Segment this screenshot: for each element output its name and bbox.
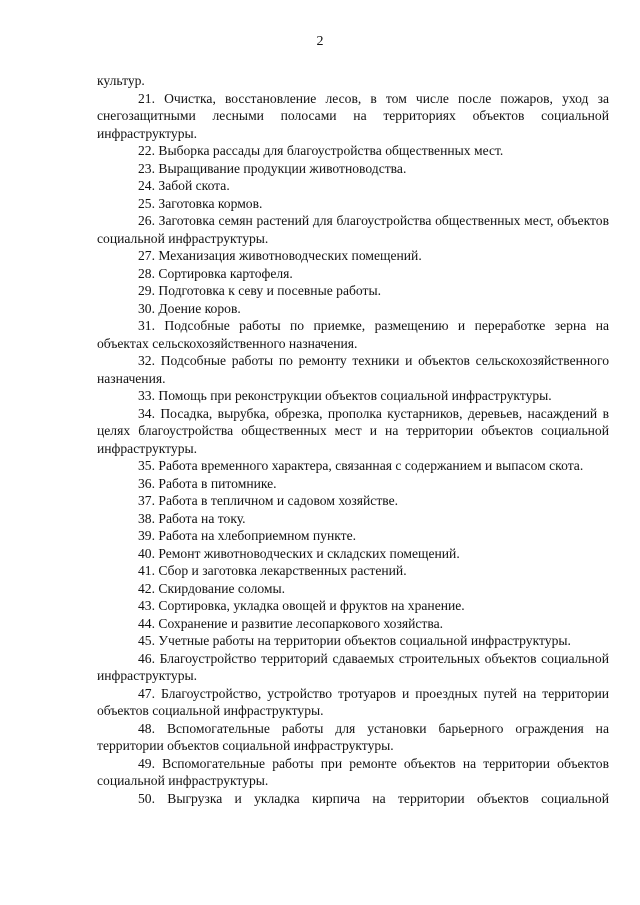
list-item: 43. Сортировка, укладка овощей и фруктов на хранение.: [138, 598, 465, 613]
list-item: 42. Скирдование соломы.: [138, 580, 286, 596]
list-items: [97, 90, 609, 808]
list-item: 29. Подготовка к севу и посевные работы.: [138, 283, 381, 298]
page-number: 2: [316, 34, 324, 49]
list-item: 25. Заготовка кормов.: [138, 195, 263, 211]
list-item: 33. Помощь при реконструкции объектов социальной инфраструктуры.: [138, 388, 552, 403]
list-item: 49. Вспомогательные работы при ремонте объектов на территории объектов социальной инфраструктуры.: [97, 755, 609, 788]
list-item: 35. Работа временного характера, связанная с содержанием и выпасом скота.: [138, 458, 584, 473]
list-item: 28. Сортировка картофеля.: [138, 265, 293, 281]
list-item: 27. Механизация животноводческих помещений.: [138, 248, 422, 263]
list-item: 39. Работа на хлебоприемном пункте.: [138, 528, 357, 543]
list-item: 48. Вспомогательные работы для установки барьерного ограждения на территории объектов социальной инфраструктуры.: [97, 720, 609, 753]
list-item: 32. Подсобные работы по ремонту техники и объектов сельскохозяйственного назначения.: [97, 353, 609, 386]
list-item: 23. Выращивание продукции животноводства.: [138, 160, 407, 176]
list-item: 44. Сохранение и развитие лесопаркового хозяйства.: [138, 615, 444, 631]
list-item: 24. Забой скота.: [138, 178, 230, 193]
list-item: 31. Подсобные работы по приемке, размещению и переработке зерна на объектах сельскохозяйственного назначения.: [97, 318, 609, 351]
list-item: 45. Учетные работы на территории объектов социальной инфраструктуры.: [138, 633, 571, 648]
list-item: 50. Выгрузка и укладка кирпича на территории объектов социальной: [138, 790, 609, 806]
list-item: 34. Посадка, вырубка, обрезка, прополка кустарников, деревьев, насаждений в целях благоустройства общественных мест и на территории объектов социальной инфраструктуры.: [97, 405, 609, 456]
list-item: 47. Благоустройство, устройство тротуаров и проездных путей на территории объектов социальной инфраструктуры.: [97, 685, 609, 718]
list-item: 38. Работа на току.: [138, 510, 246, 526]
list-item: 22. Выборка рассады для благоустройства общественных мест.: [138, 143, 504, 158]
list-item: 26. Заготовка семян растений для благоустройства общественных мест, объектов социальной инфраструктуры.: [97, 213, 609, 246]
list-item: 46. Благоустройство территорий сдаваемых строительных объектов социальной инфраструктуры.: [97, 650, 609, 683]
list-item: 30. Доение коров.: [138, 300, 241, 316]
document-body: [97, 72, 609, 807]
continuation-text: культур.: [97, 73, 145, 88]
list-item: 37. Работа в тепличном и садовом хозяйстве.: [138, 493, 399, 508]
list-item: 40. Ремонт животноводческих и складских помещений.: [138, 545, 460, 561]
list-item: 21. Очистка, восстановление лесов, в том числе после пожаров, уход за снегозащитными лесными полосами на территориях объектов социальной инфраструктуры.: [97, 90, 609, 141]
list-item: 36. Работа в питомнике.: [138, 475, 277, 491]
list-item: 41. Сбор и заготовка лекарственных растений.: [138, 563, 407, 578]
